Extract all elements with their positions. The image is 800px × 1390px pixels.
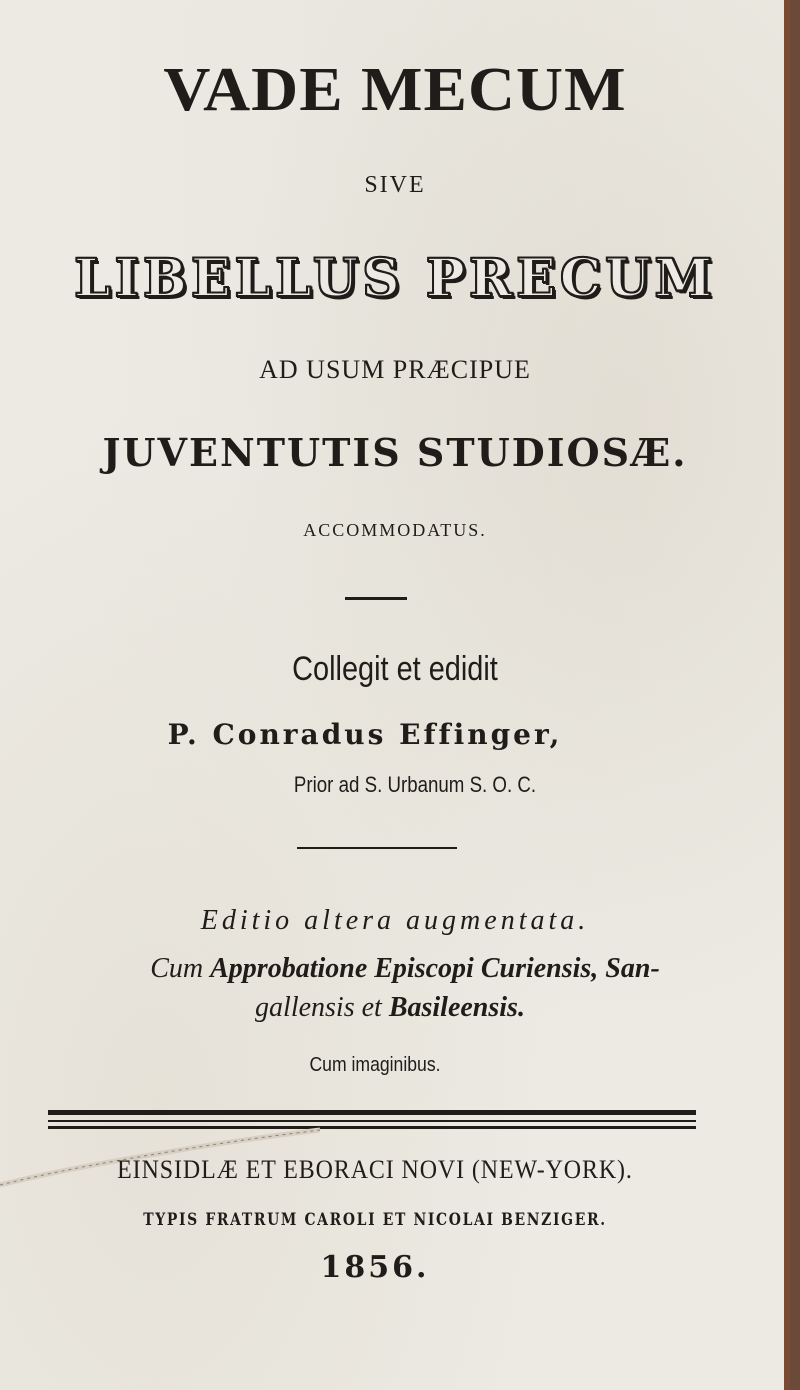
- collegit-line: Collegit et edidit: [292, 650, 498, 688]
- approbation-line-1: [10, 953, 800, 985]
- author-title: Prior ad S. Urbanum S. O. C.: [293, 772, 537, 797]
- approbation-basileensis: Basileensis.: [388, 992, 525, 1023]
- author-name: P. Conradus Effinger,: [167, 718, 563, 751]
- approbation-text: Approbatione Episcopi Curiensis, San-: [210, 953, 660, 984]
- edition-line: Editio altera augmentata.: [200, 905, 590, 936]
- publication-year: 1856.: [320, 1250, 430, 1285]
- imprint-place: EINSIDLÆ ET EBORACI NOVI (NEW-YORK).: [117, 1155, 633, 1184]
- ornate-subtitle: LIBELLUS PRECUM: [73, 248, 716, 309]
- imaginibus-line: Cum imaginibus.: [309, 1054, 441, 1076]
- accommodatus-line: ACCOMMODATUS.: [303, 520, 487, 540]
- book-title: VADE MECUM: [163, 56, 627, 124]
- approbation-gallensis: gallensis et: [255, 992, 389, 1023]
- medium-divider: [297, 847, 457, 849]
- sive-connector: SIVE: [364, 172, 426, 198]
- juventutis-line: JUVENTUTIS STUDIOSÆ.: [102, 430, 688, 475]
- short-divider: [345, 597, 407, 600]
- approbation-cum: Cum: [150, 953, 211, 984]
- ad-usum-line: AD USUM PRÆCIPUE: [259, 355, 531, 384]
- imprint-printer: TYPIS FRATRUM CAROLI ET NICOLAI BENZIGER.: [143, 1210, 607, 1230]
- approbation-line-2: [0, 992, 785, 1024]
